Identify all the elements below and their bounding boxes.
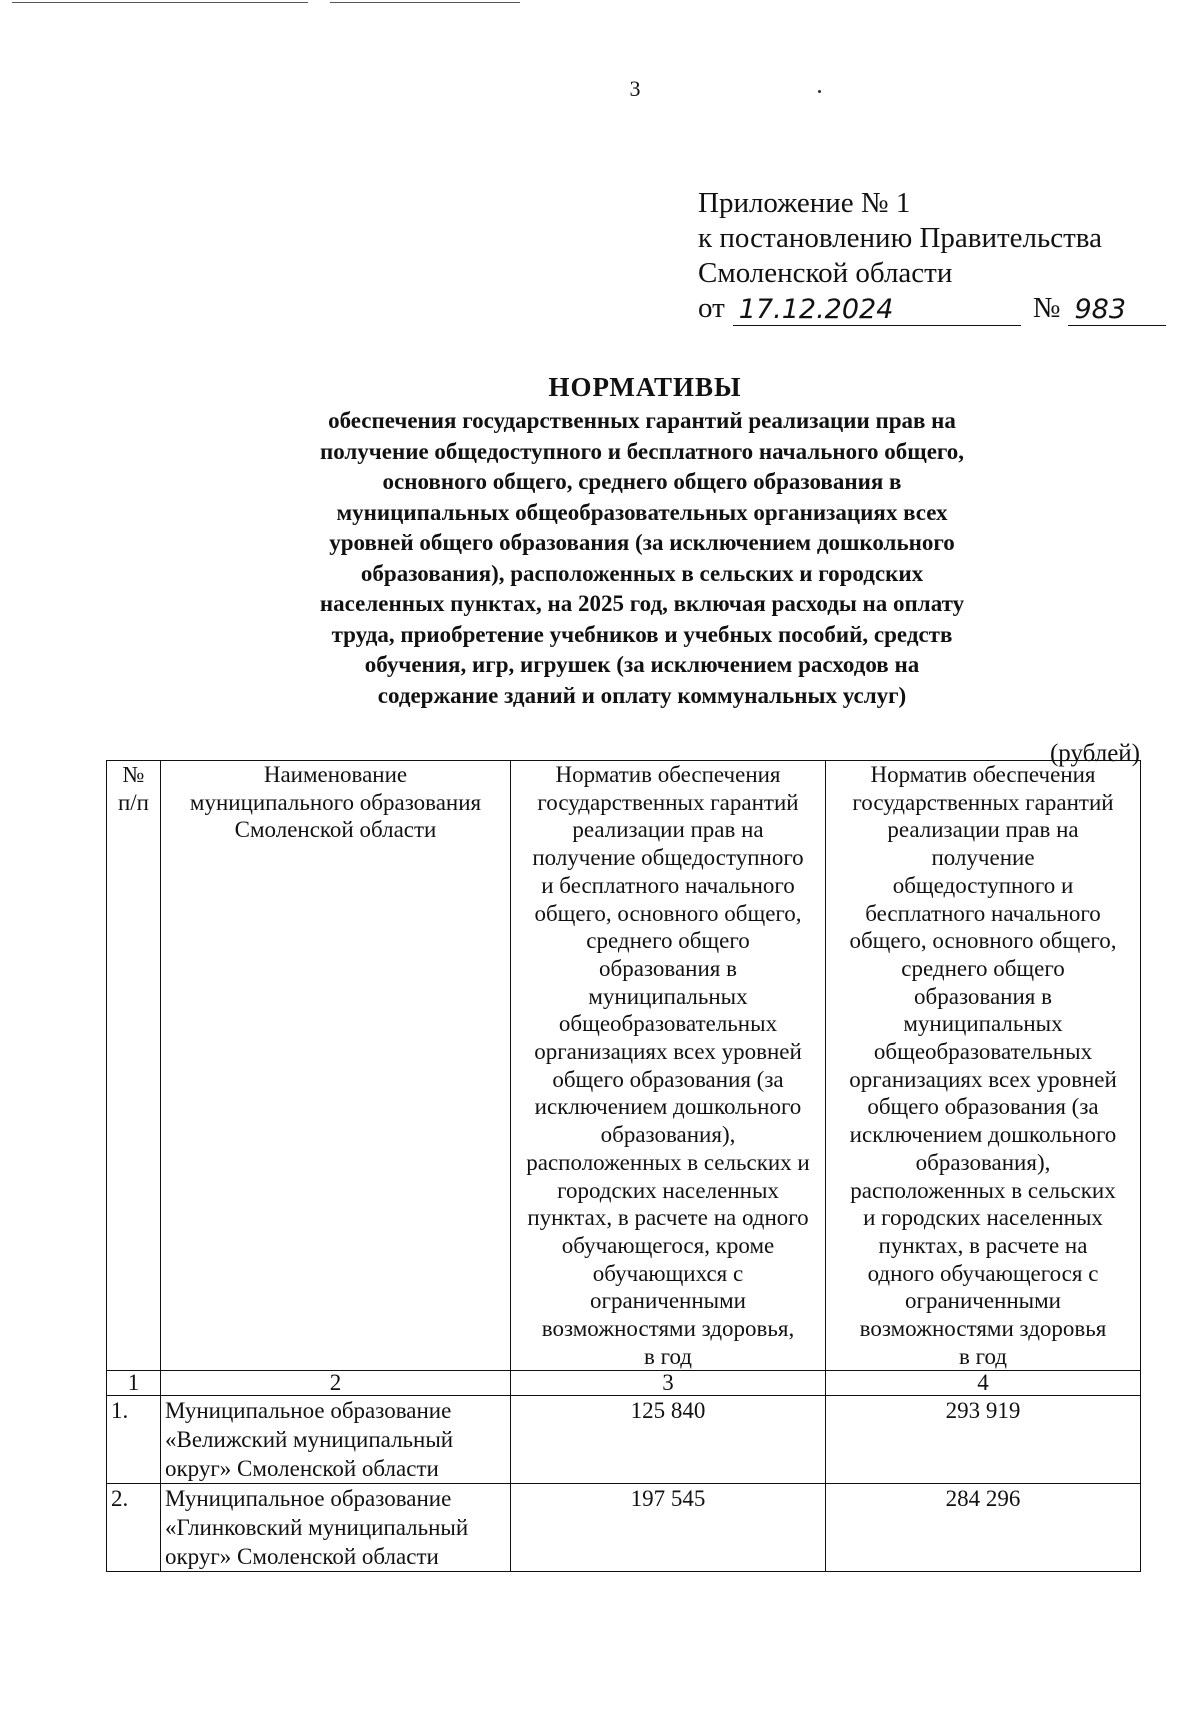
column-number-row [107, 1371, 1141, 1396]
table-header-row [107, 761, 1141, 1371]
subtitle-line: уровней общего образования (за исключением дошкольного [329, 530, 955, 555]
date-prefix: от [698, 292, 725, 324]
page-number: 3 [629, 76, 641, 101]
header-line: получение [931, 845, 1035, 871]
norm-disabled-cell: 293 919 [826, 1396, 1141, 1484]
norm-general-cell: 125 840 [511, 1396, 826, 1484]
row-number-cell: 1. [107, 1396, 161, 1484]
appendix-line: Смоленской области [698, 257, 953, 289]
header-line: среднего общего [586, 928, 750, 954]
norms-table [106, 760, 1141, 1572]
header-line: государственных гарантий [852, 789, 1114, 815]
subtitle-line: содержание зданий и оплату коммунальных услуг) [377, 682, 907, 708]
subtitle-line: населенных пунктах, на 2025 год, включая расходы на оплату [319, 591, 965, 616]
column-number-cell: 3 [511, 1371, 826, 1396]
header-line: пунктах, в расчете на [878, 1232, 1088, 1258]
header-line: пунктах, в расчете на одного [527, 1205, 809, 1231]
document-title: НОРМАТИВЫ [548, 372, 742, 402]
subtitle-line: обучения, игр, игрушек (за исключением расходов на [364, 652, 920, 677]
header-line: общего образования (за [867, 1094, 1099, 1120]
header-line: среднего общего [901, 955, 1065, 981]
header-line: Наименование [263, 762, 408, 787]
header-cell-norm-disabled [826, 761, 1141, 1371]
header-line: п/п [117, 789, 149, 815]
subtitle-line: труда, приобретение учебников и учебных пособий, средств [331, 621, 953, 647]
municipality-cell [161, 1396, 511, 1484]
document-subtitle [282, 406, 1002, 711]
header-line: Смоленской области [234, 817, 437, 843]
subtitle-line: обеспечения государственных гарантий реализации прав на [328, 408, 956, 433]
header-line: в год [958, 1343, 1007, 1369]
header-line: общего образования (за [552, 1066, 784, 1092]
header-line: образования в [914, 983, 1052, 1009]
header-line: общего, основного общего, [849, 928, 1117, 954]
municipality-name-line: Муниципальное образование [165, 1486, 452, 1512]
norm-general-cell: 197 545 [511, 1484, 826, 1572]
header-line: обучающегося, кроме [561, 1232, 775, 1258]
header-line: возможностями здоровья, [541, 1316, 795, 1342]
appendix-block [698, 186, 1166, 326]
column-number-cell: 4 [826, 1371, 1141, 1396]
subtitle-line: образования), расположенных в сельских и городских [360, 560, 924, 586]
table-row [107, 1484, 1141, 1572]
header-line: № [122, 762, 145, 787]
municipality-name-line: «Глинковский муниципальный [165, 1515, 469, 1541]
header-cell-number [107, 761, 161, 1371]
municipality-name-line: Муниципальное образование [165, 1398, 452, 1424]
header-line: образования в [599, 955, 737, 981]
scan-edge-line [330, 2, 520, 3]
units-label: (рублей) [1049, 740, 1140, 767]
header-line: ограниченными [905, 1288, 1061, 1314]
subtitle-line: основного общего, среднего общего образования в [382, 469, 902, 494]
header-line: расположенных в сельских и [526, 1149, 810, 1175]
header-line: общеобразовательных [558, 1011, 778, 1037]
header-line: организациях всех уровней [534, 1039, 802, 1065]
header-line: одного обучающегося с [867, 1260, 1099, 1286]
header-line: обучающихся с [592, 1260, 744, 1286]
header-line: общедоступного и [892, 872, 1074, 898]
municipality-name-line: округ» Смоленской области [165, 1544, 439, 1570]
appendix-line: к постановлению Правительства [698, 222, 1102, 254]
header-line: образования), [600, 1122, 736, 1148]
norm-disabled-cell: 284 296 [826, 1484, 1141, 1572]
header-line: реализации прав на [572, 817, 764, 843]
header-line: исключением дошкольного [534, 1094, 802, 1120]
header-line: муниципальных [588, 983, 748, 1009]
municipality-name-line: «Велижский муниципальный [165, 1427, 454, 1453]
header-line: в год [643, 1343, 692, 1369]
header-line: и городских населенных [863, 1205, 1103, 1231]
column-number-cell: 1 [107, 1371, 161, 1396]
header-line: организациях всех уровней [849, 1066, 1117, 1092]
handwritten-number: 983 [1068, 295, 1166, 326]
header-line: получение общедоступного [532, 845, 804, 871]
header-line: муниципальных [903, 1011, 1063, 1037]
header-line: Норматив обеспечения [555, 762, 781, 787]
header-line: Норматив обеспечения [870, 762, 1096, 787]
number-label: № [1032, 292, 1061, 324]
header-line: городских населенных [557, 1177, 779, 1203]
subtitle-line: муниципальных общеобразовательных организациях всех [336, 499, 948, 525]
scan-speck [818, 90, 821, 93]
header-line: и бесплатного начального [541, 872, 795, 898]
row-number-cell: 2. [107, 1484, 161, 1572]
header-line: общеобразовательных [873, 1039, 1093, 1065]
header-line: ограниченными [590, 1288, 746, 1314]
header-line: образования), [915, 1149, 1051, 1175]
subtitle-line: получение общедоступного и бесплатного начального общего, [319, 438, 965, 464]
column-number-cell: 2 [161, 1371, 511, 1396]
scan-edge-line [12, 2, 308, 3]
header-cell-norm-general [511, 761, 826, 1371]
header-line: реализации прав на [887, 817, 1079, 843]
header-line: муниципального образования [189, 789, 482, 815]
resolution-date-line [698, 291, 1166, 326]
handwritten-date: 17.12.2024 [733, 295, 1021, 326]
header-line: бесплатного начального [865, 900, 1101, 926]
municipality-name-line: округ» Смоленской области [165, 1456, 439, 1482]
municipality-cell [161, 1484, 511, 1572]
header-cell-municipality [161, 761, 511, 1371]
appendix-line: Приложение № 1 [698, 187, 911, 219]
table-row [107, 1396, 1141, 1484]
header-line: общего, основного общего, [534, 900, 802, 926]
header-line: расположенных в сельских [850, 1177, 1116, 1203]
header-line: государственных гарантий [537, 789, 799, 815]
header-line: исключением дошкольного [849, 1122, 1117, 1148]
header-line: возможностями здоровья [859, 1316, 1107, 1342]
